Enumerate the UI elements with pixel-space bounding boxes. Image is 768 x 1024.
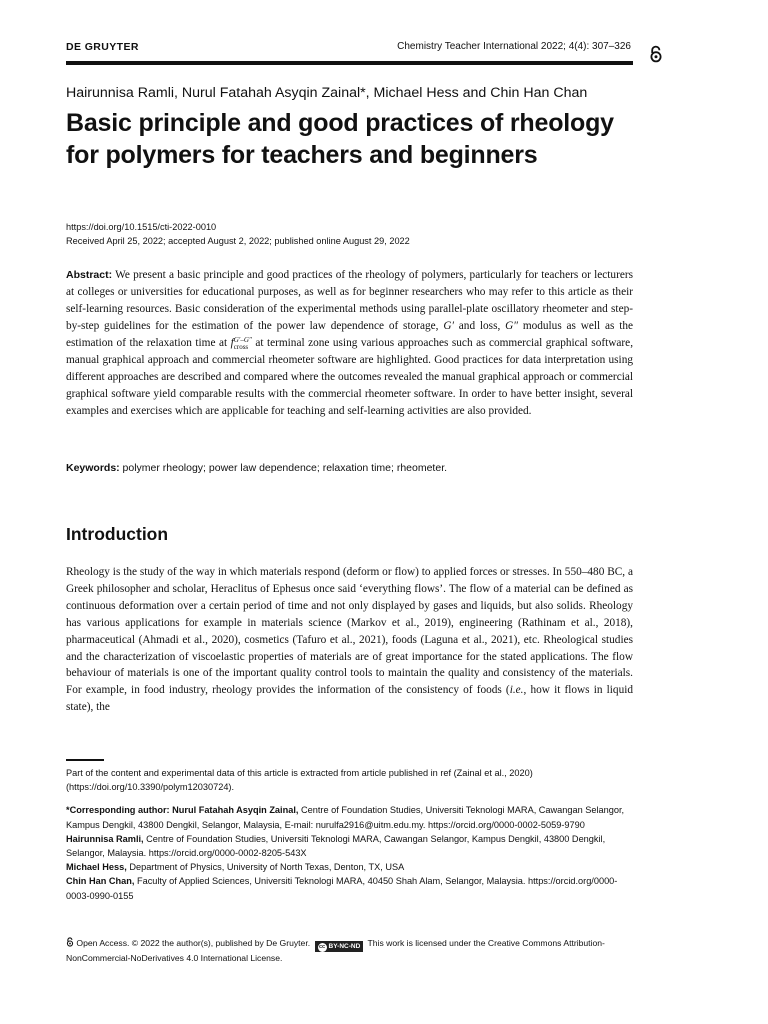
journal-citation: Chemistry Teacher International 2022; 4(4): 307–326 — [397, 41, 631, 52]
cc-license-badge[interactable]: cc BY-NC-ND — [315, 941, 364, 952]
loss-modulus-symbol: G″ — [505, 320, 518, 332]
doi-link[interactable]: https://doi.org/10.1515/cti-2022-0010 — [66, 222, 217, 232]
abstract-text: We present a basic principle and good practices of the rheology of polymers, particularly for teachers or lecturers at colleges or universities for educational purposes, as well as for beginner researchers who may refer to this article as their self-learning resources. Basic consideration of the experimental methods using parallel-plate oscillatory rheometer and step-by-step guidelines for the estimation of the power law dependence of storage, — [66, 269, 633, 332]
license-notice — [66, 937, 633, 965]
publication-dates: Received April 25, 2022; accepted August 2, 2022; published online August 29, 2022 — [66, 236, 410, 246]
storage-modulus-symbol: G′ — [443, 320, 454, 332]
keywords — [66, 460, 633, 477]
footnote-rule — [66, 759, 104, 761]
article-title: Basic principle and good practices of rheology for polymers for teachers and beginners — [66, 109, 614, 169]
footnote-affiliation-ramli: Hairunnisa Ramli, Centre of Foundation Studies, Universiti Teknologi MARA, Cawangan Selangor, Kampus Dengkil, 43800 Dengkil, Selangor, Malaysia. https://orcid.org/0000-0002-8205-543X — [66, 833, 606, 859]
section-heading-introduction: Introduction — [66, 524, 169, 544]
abstract-text: modulus as well as the estimation of the relaxation time at — [66, 320, 634, 349]
introduction-text: Rheology is the study of the way in which materials respond (deform or flow) to applied forces or stresses. In 550–480 BC, a Greek philosopher and scholar, Heraclitus of Ephesus once said ‘everything flows’. The flow of a material can be defined as continuous deformation over a certain period of time and not only displayed by gases and liquids, but also solids. Rheology has various applications for example in materials science (Markov et al., 2019), engineering (Rathinam et al., 2018), pharmaceutical (Ahmadi et al., 2020), cosmetics (Tafuro et al., 2021), foods (Laguna et al., 2021), etc. Rheological studies and the characterization of viscoelastic properties of materials are of great importance for the stated applications. The flow behaviour of materials is one of the important quality control tools to maintain the quality and consistency of the materials. For example, in food industry, rheology provides the information of the consistency of foods (i.e., how it flows in liquid state), the — [66, 566, 634, 714]
open-access-icon — [66, 937, 74, 947]
footnote-corresponding-author: *Corresponding author: Nurul Fatahah Asyqin Zainal, Centre of Foundation Studies, Universiti Teknologi MARA, Cawangan Selangor, Kampus Dengkil, 43800 Dengkil, Selangor, Malaysia, E-mail: nurulfa2916@uitm.edu.my. https://orcid.org/0000-0002-5059-9790 — [66, 805, 625, 830]
license-text: Open Access. © 2022 the author(s), published by De Gruyter. — [76, 938, 311, 948]
footnotes — [66, 766, 633, 903]
crossover-subscript: cross — [233, 343, 249, 351]
publisher-name: DE GRUYTER — [66, 41, 139, 53]
footnote-source-note: Part of the content and experimental data of this article is extracted from article published in ref (Zainal et al., 2020) (https://doi.org/10.3390/polym12030724). — [66, 768, 533, 793]
abstract-text: at terminal zone using various approaches such as commercial graphical software, manual graphical approach and commercial rheometer software are highlighted. Good practices for data interpretation using different approaches are described and compared where the outcomes revealed the manual graphical approach or commercial graphical software yield comparable results with the commercial rheometer software. In order to have better insight, several examples and exercises which are applicable for teaching and self-learning activities are also provided. — [66, 337, 634, 417]
footnote-affiliation-hess: Michael Hess, Department of Physics, University of North Texas, Denton, TX, USA — [66, 862, 405, 873]
author-list: Hairunnisa Ramli, Nurul Fatahah Asyqin Zainal*, Michael Hess and Chin Han Chan — [66, 85, 588, 101]
open-access-lock-icon — [649, 45, 663, 63]
footnote-affiliation-chan: Chin Han Chan, Faculty of Applied Sciences, Universiti Teknologi MARA, 40450 Shah Alam, Selangor, Malaysia. https://orcid.org/0000-0003-0990-0155 — [66, 876, 618, 901]
header-rule — [66, 61, 633, 65]
cc-icon: cc — [318, 944, 326, 950]
abstract-text: and loss, — [458, 320, 501, 332]
abstract — [66, 267, 633, 420]
crossover-superscript: G′–G″ — [233, 336, 252, 344]
abstract-label: Abstract: — [66, 269, 113, 281]
license-text: This work is licensed under the Creative Commons Attribution-NonCommercial-NoDerivatives 4.0 International License. — [66, 938, 605, 963]
keywords-label: Keywords: — [66, 462, 120, 474]
crossover-frequency-symbol: f G′–G″ cross — [230, 336, 252, 351]
keywords-text: polymer rheology; power law dependence; relaxation time; rheometer. — [122, 462, 448, 474]
